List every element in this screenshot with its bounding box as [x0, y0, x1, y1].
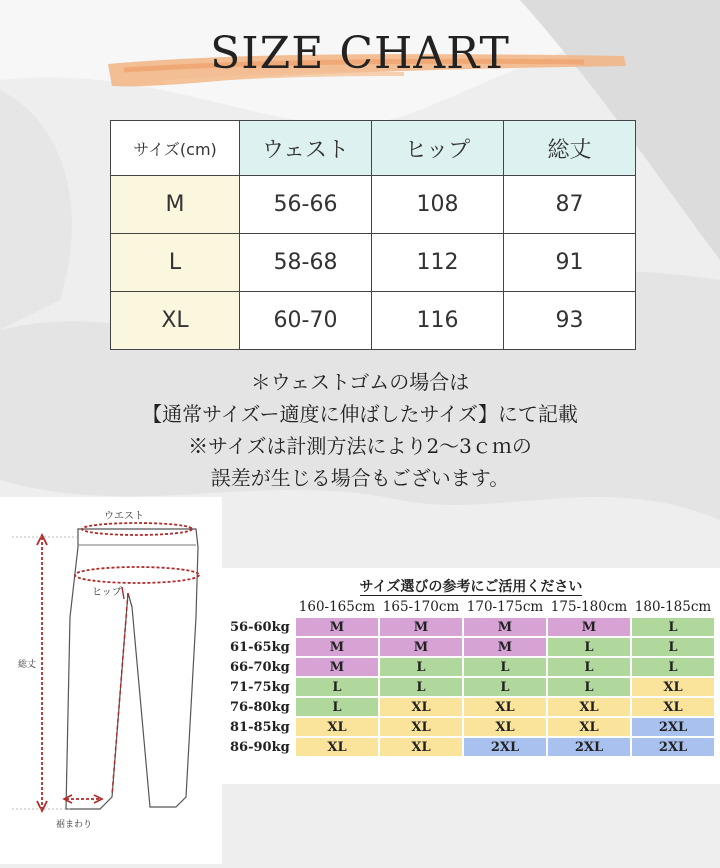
hip-value: 108	[372, 176, 504, 234]
weight-label: 76-80kg	[230, 699, 290, 715]
size-cell: XL	[464, 698, 546, 716]
guide-header-row	[230, 598, 714, 616]
size-cell: L	[632, 618, 714, 636]
guide-row	[230, 678, 714, 696]
size-table	[110, 120, 636, 350]
size-cell: M	[548, 618, 630, 636]
guide-title: サイズ選びの参考にご活用ください	[359, 579, 583, 595]
header-hip: ヒップ	[372, 121, 504, 176]
size-cell: L	[632, 638, 714, 656]
size-label: XL	[111, 292, 240, 350]
size-cell: M	[464, 618, 546, 636]
label-hip: ヒップ	[92, 587, 122, 598]
size-cell: XL	[464, 718, 546, 736]
size-cell: L	[464, 678, 546, 696]
note-line: ※サイズは計測方法により2〜3ｃｍの	[188, 434, 532, 458]
pants-diagram	[0, 497, 222, 864]
size-cell: XL	[632, 698, 714, 716]
pants-illustration	[0, 497, 222, 864]
size-cell: XL	[296, 738, 378, 756]
weight-label: 61-65kg	[230, 639, 290, 655]
hip-value: 116	[372, 292, 504, 350]
size-cell: 2XL	[548, 738, 630, 756]
size-cell: 2XL	[632, 718, 714, 736]
size-cell: 2XL	[464, 738, 546, 756]
page-title: SIZE CHART	[210, 28, 510, 79]
hip-value: 112	[372, 234, 504, 292]
guide-row	[230, 638, 714, 656]
size-table-header	[111, 121, 636, 176]
size-cell: L	[296, 698, 378, 716]
size-cell: M	[380, 618, 462, 636]
table-row	[111, 176, 636, 234]
height-header: 165-170cm	[382, 599, 460, 615]
corner-cell	[230, 598, 294, 616]
size-cell: L	[632, 658, 714, 676]
size-cell: L	[464, 658, 546, 676]
size-cell: L	[380, 658, 462, 676]
size-cell: L	[548, 658, 630, 676]
size-cell: XL	[548, 698, 630, 716]
size-guide-table	[228, 596, 716, 758]
size-cell: M	[464, 638, 546, 656]
size-cell: XL	[380, 718, 462, 736]
header-length: 総丈	[504, 121, 636, 176]
height-header: 160-165cm	[298, 599, 376, 615]
weight-label: 66-70kg	[230, 659, 290, 675]
weight-label: 56-60kg	[230, 619, 290, 635]
size-cell: XL	[296, 718, 378, 736]
note-line: 誤差が生じる場合もございます。	[210, 466, 510, 490]
size-cell: XL	[380, 698, 462, 716]
size-cell: M	[296, 618, 378, 636]
waist-value: 58-68	[240, 234, 372, 292]
size-cell: L	[296, 678, 378, 696]
length-value: 91	[504, 234, 636, 292]
size-cell: M	[296, 658, 378, 676]
size-cell: M	[380, 638, 462, 656]
size-cell: 2XL	[632, 738, 714, 756]
header-size-cm: サイズ(cm)	[111, 121, 240, 176]
weight-label: 81-85kg	[230, 719, 290, 735]
label-waist: ウエスト	[104, 511, 144, 522]
label-length: 総丈	[18, 660, 37, 670]
size-cell: M	[296, 638, 378, 656]
header-waist: ウェスト	[240, 121, 372, 176]
height-header: 175-180cm	[550, 599, 628, 615]
guide-row	[230, 658, 714, 676]
table-row	[111, 292, 636, 350]
length-value: 93	[504, 292, 636, 350]
guide-row	[230, 718, 714, 736]
guide-row	[230, 618, 714, 636]
waist-value: 56-66	[240, 176, 372, 234]
size-cell: L	[548, 678, 630, 696]
guide-row	[230, 698, 714, 716]
weight-label: 71-75kg	[230, 679, 290, 695]
size-cell: XL	[380, 738, 462, 756]
size-notes	[0, 366, 720, 494]
height-header: 170-175cm	[466, 599, 544, 615]
size-cell: XL	[632, 678, 714, 696]
note-line: ＊ウェストゴムの場合は	[250, 370, 470, 394]
table-row	[111, 234, 636, 292]
size-cell: L	[380, 678, 462, 696]
size-cell: XL	[548, 718, 630, 736]
weight-label: 86-90kg	[230, 739, 290, 755]
label-hem: 裾まわり	[56, 820, 93, 830]
waist-value: 60-70	[240, 292, 372, 350]
size-label: M	[111, 176, 240, 234]
size-cell: L	[548, 638, 630, 656]
height-header: 180-185cm	[634, 599, 712, 615]
size-guide	[222, 568, 720, 784]
note-line: 【通常サイズー適度に伸ばしたサイズ】にて記載	[142, 402, 578, 426]
size-label: L	[111, 234, 240, 292]
guide-row	[230, 738, 714, 756]
length-value: 87	[504, 176, 636, 234]
